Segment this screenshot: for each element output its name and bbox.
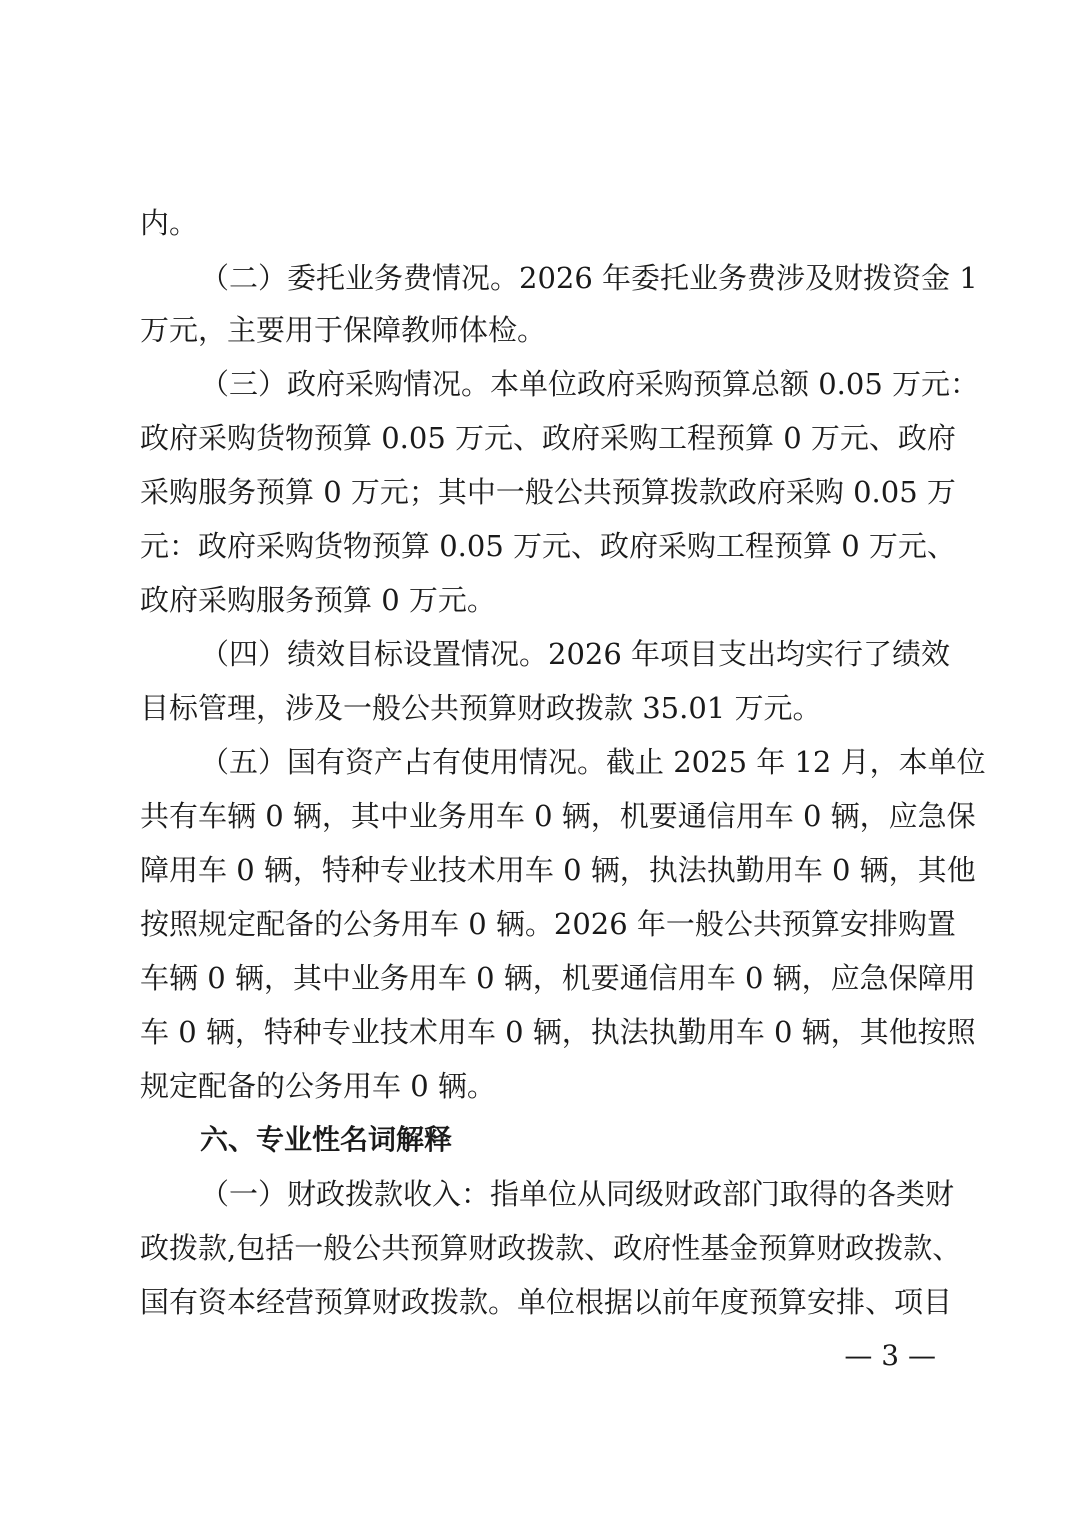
paragraph-text: 2026 年委托业务费涉及财拨资金 1 (519, 261, 978, 295)
paragraph-text: 2026 年项目支出均实行了绩效 (548, 637, 951, 671)
text-line: 障用车 0 辆，特种专业技术用车 0 辆，执法执勤用车 0 辆，其他 (140, 853, 976, 887)
text-line: 车 0 辆，特种专业技术用车 0 辆，执法执勤用车 0 辆，其他按照 (140, 1015, 976, 1049)
paragraph-text: 指单位从同级财政部门取得的各类财 (490, 1177, 955, 1211)
text-line: 规定配备的公务用车 0 辆。 (140, 1069, 496, 1103)
paragraph-lead: （五）国有资产占有使用情况。 (200, 745, 607, 779)
text-line: 目标管理，涉及一般公共预算财政拨款 35.01 万元。 (140, 691, 822, 725)
paragraph-first-line (200, 634, 951, 674)
paragraph-first-line (200, 742, 986, 782)
paragraph-text: 截止 2025 年 12 月，本单位 (606, 745, 986, 779)
text-line: 内。 (140, 206, 199, 240)
text-line: 车辆 0 辆，其中业务用车 0 辆，机要通信用车 0 辆，应急保障用 (140, 961, 976, 995)
text-line: 政府采购货物预算 0.05 万元、政府采购工程预算 0 万元、政府 (140, 421, 956, 455)
paragraph-first-line (200, 364, 980, 404)
text-line: 共有车辆 0 辆，其中业务用车 0 辆，机要通信用车 0 辆，应急保 (140, 799, 976, 833)
text-line: 政府采购服务预算 0 万元。 (140, 583, 496, 617)
page-number: — 3 — (844, 1339, 936, 1372)
paragraph-first-line (200, 258, 978, 298)
text-line: 按照规定配备的公务用车 0 辆。2026 年一般公共预算安排购置 (140, 907, 956, 941)
paragraph-lead: （四）绩效目标设置情况。 (200, 637, 549, 671)
paragraph-lead: （一）财政拨款收入： (200, 1177, 491, 1211)
text-line: 元：政府采购货物预算 0.05 万元、政府采购工程预算 0 万元、 (140, 529, 956, 563)
paragraph-text: 本单位政府采购预算总额 0.05 万元： (490, 367, 980, 401)
paragraph-lead: （三）政府采购情况。 (200, 367, 491, 401)
paragraph-lead: （二）委托业务费情况。 (200, 261, 520, 295)
text-line: 国有资本经营预算财政拨款。单位根据以前年度预算安排、项目 (140, 1285, 953, 1319)
text-line: 政拨款,包括一般公共预算财政拨款、政府性基金预算财政拨款、 (140, 1231, 962, 1265)
text-line: 采购服务预算 0 万元；其中一般公共预算拨款政府采购 0.05 万 (140, 475, 956, 509)
paragraph-first-line (200, 1174, 955, 1214)
text-line: 万元，主要用于保障教师体检。 (140, 313, 547, 347)
section-heading: 六、专业性名词解释 (200, 1123, 453, 1156)
